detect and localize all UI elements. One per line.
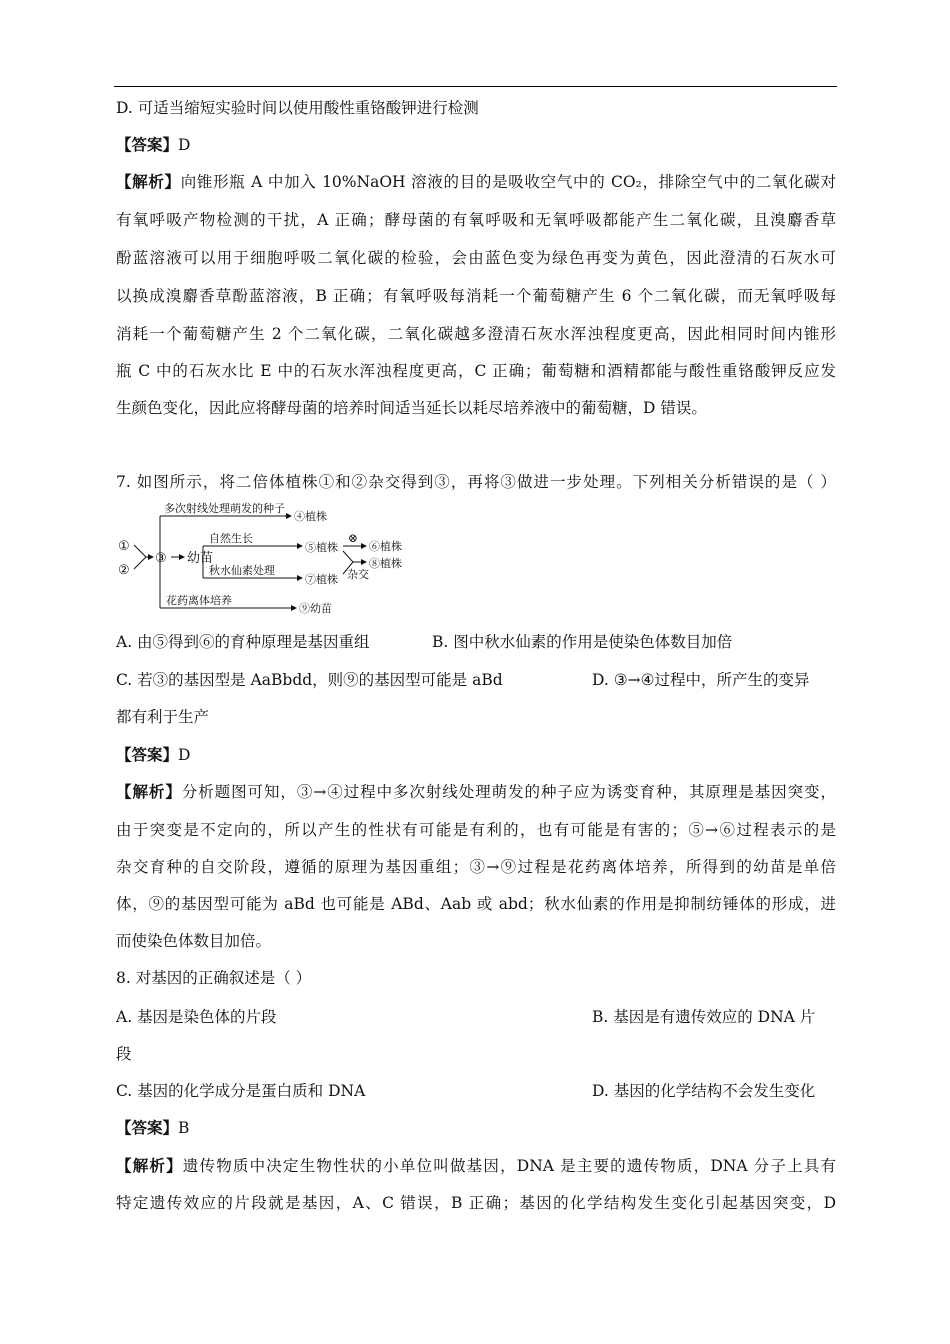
q8-analysis-line-2: 特定遗传效应的片段就是基因，A、C 错误，B 正确；基因的化学结构发生变化引起基因突变，D [116, 1194, 836, 1212]
label-anther-culture: 花药离体培养 [166, 594, 232, 607]
q7-stem: 7. 如图所示，将二倍体植株①和②杂交得到③，再将③做进一步处理。下列相关分析错误的是（ ） [116, 473, 836, 491]
diagram-seedling: 幼苗 [187, 551, 214, 566]
q7-option-a: A. 由⑤得到⑥的育种原理是基因重组 [116, 633, 370, 651]
plant-8: ⑧植株 [369, 557, 402, 570]
diagram-hybrid: ③ [155, 551, 167, 566]
plant-6: ⑥植株 [369, 540, 402, 553]
q8-answer [116, 1118, 189, 1138]
q8-option-d: D. 基因的化学结构不会发生变化 [592, 1082, 816, 1100]
answer-value: B [178, 1119, 190, 1137]
q7-option-c: C. 若③的基因型是 AaBbdd，则⑨的基因型可能是 aBd [116, 671, 503, 689]
q6-analysis-line-5: 消耗一个葡萄糖产生 2 个二氧化碳，二氧化碳越多澄清石灰水浑浊程度更高，因此相同时间内锥形 [116, 325, 837, 343]
header-rule [114, 86, 837, 87]
answer-label: 【答案】 [116, 135, 179, 154]
selfing-symbol: ⊗ [348, 531, 359, 545]
label-radiation: 多次射线处理萌发的种子 [164, 502, 285, 515]
q7-option-b: B. 图中秋水仙素的作用是使染色体数目加倍 [432, 633, 733, 651]
diagram-parent-2: ② [118, 563, 130, 578]
q8-stem: 8. 对基因的正确叙述是（ ） [116, 969, 312, 987]
q7-option-d: D. ③→④过程中，所产生的变异 [592, 671, 810, 689]
breeding-diagram [108, 498, 438, 618]
q6-answer [116, 135, 190, 155]
q7-analysis-line-1: 【解析】分析题图可知，③→④过程中多次射线处理萌发的种子应为诱变育种，其原理是基因突变， [116, 782, 836, 801]
analysis-label: 【解析】 [116, 782, 182, 801]
merge-bracket [134, 545, 146, 569]
q6-analysis-line-1: 【解析】向锥形瓶 A 中加入 10%NaOH 溶液的目的是吸收空气中的 CO₂，排除空气中的二氧化碳对 [116, 172, 836, 191]
plant-5: ⑤植株 [305, 541, 338, 554]
label-natural: 自然生长 [209, 532, 253, 545]
analysis-label: 【解析】 [116, 172, 181, 191]
q7-analysis-line-3: 杂交育种的自交阶段，遵循的原理为基因重组；③→⑨过程是花药离体培养，所得到的幼苗是单倍 [116, 858, 836, 876]
label-colchicine: 秋水仙素处理 [209, 564, 275, 577]
diagram-parent-1: ① [118, 539, 130, 554]
plant-7: ⑦植株 [305, 573, 338, 586]
q6-analysis-line-7: 生颜色变化，因此应将酵母菌的培养时间适当延长以耗尽培养液中的葡萄糖，D 错误。 [116, 399, 707, 417]
label-cross: 杂交 [347, 568, 369, 581]
q8-option-c: C. 基因的化学成分是蛋白质和 DNA [116, 1082, 366, 1100]
q6-analysis-line-6: 瓶 C 中的石灰水比 E 中的石灰水浑浊程度更高，C 正确；葡萄糖和酒精都能与酸性重铬酸钾反应发 [116, 362, 836, 380]
q7-option-d-tail: 都有利于生产 [116, 708, 210, 726]
q7-answer [116, 745, 190, 765]
q8-option-b: B. 基因是有遗传效应的 DNA 片 [592, 1008, 816, 1026]
plant-4: ④植株 [294, 510, 327, 523]
q7-analysis-line-2: 由于突变是不定向的，所以产生的性状有可能是有利的，也有可能是有害的；⑤→⑥过程表示的是 [116, 821, 836, 839]
answer-value: D [178, 136, 191, 154]
q6-option-d: D. 可适当缩短实验时间以使用酸性重铬酸钾进行检测 [116, 99, 479, 117]
q8-analysis-line-1: 【解析】遗传物质中决定生物性状的小单位叫做基因，DNA 是主要的遗传物质，DNA 分子上具有 [116, 1156, 836, 1175]
q6-analysis-line-3: 酚蓝溶液可以用于细胞呼吸二氧化碳的检验，会由蓝色变为绿色再变为黄色，因此澄清的石灰水可 [116, 249, 836, 267]
analysis-label: 【解析】 [116, 1156, 183, 1175]
answer-value: D [178, 746, 191, 764]
q7-analysis-line-5: 而使染色体数目加倍。 [116, 932, 272, 950]
q6-analysis-line-4: 以换成溴麝香草酚蓝溶液，B 正确；有氧呼吸每消耗一个葡萄糖产生 6 个二氧化碳，而无氧呼吸每 [116, 287, 836, 305]
answer-label: 【答案】 [116, 1118, 179, 1137]
q8-option-b-tail: 段 [116, 1045, 132, 1063]
answer-label: 【答案】 [116, 745, 179, 764]
q7-analysis-line-4: 体，⑨的基因型可能为 aBd 也可能是 ABd、Aab 或 abd；秋水仙素的作用是抑制纺锤体的形成，进 [116, 895, 836, 913]
q8-option-a: A. 基因是染色体的片段 [116, 1008, 277, 1026]
seedling-9: ⑨幼苗 [299, 602, 332, 615]
q6-analysis-line-2: 有氧呼吸产物检测的干扰，A 正确；酵母菌的有氧呼吸和无氧呼吸都能产生二氧化碳，且溴麝香草 [116, 211, 836, 229]
